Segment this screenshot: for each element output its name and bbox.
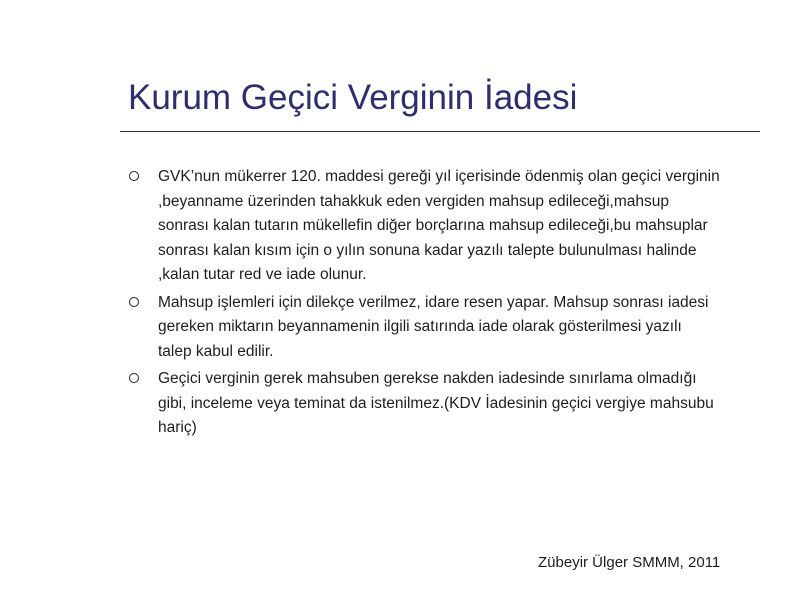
bullet-text-line: ,kalan tutar red ve iade olunur. xyxy=(158,266,367,283)
slide-footer: Zübeyir Ülger SMMM, 2011 xyxy=(538,554,721,571)
hollow-circle-icon xyxy=(129,297,139,307)
bullet-text-line: ,beyanname üzerinden tahakkuk eden vergiden mahsup edileceği,mahsup xyxy=(158,192,669,210)
bullet-text-line: hariç) xyxy=(158,419,197,436)
hollow-circle-icon xyxy=(129,373,139,383)
bullet-text-line: gibi, inceleme veya teminat da istenilmez.(KDV İadesinin geçici vergiye mahsubu xyxy=(158,394,714,412)
hollow-circle-icon xyxy=(129,171,139,181)
list-item xyxy=(128,165,758,288)
title-divider xyxy=(120,131,760,132)
bullet-text-line: Geçici verginin gerek mahsuben gerekse nakden iadesinde sınırlama olmadığı xyxy=(158,370,697,387)
bullet-text-line: gereken miktarın beyannamenin ilgili satırında iade olarak gösterilmesi yazılı xyxy=(158,318,682,335)
bullet-text-line: Mahsup işlemleri için dilekçe verilmez, idare resen yapar. Mahsup sonrası iadesi xyxy=(158,293,709,311)
bullet-text-line: GVK’nun mükerrer 120. maddesi gereği yıl içerisinde ödenmiş olan geçici verginin xyxy=(158,168,720,185)
bullet-list xyxy=(128,165,758,444)
bullet-text-line: talep kabul edilir. xyxy=(158,342,274,360)
list-item xyxy=(128,367,758,441)
bullet-text-line: sonrası kalan tutarın mükellefin diğer borçlarına mahsup edileceği,bu mahsuplar xyxy=(158,217,708,234)
slide-title: Kurum Geçici Verginin İadesi xyxy=(128,78,578,117)
bullet-text-line: sonrası kalan kısım için o yılın sonuna kadar yazılı talepte bulunulması halinde xyxy=(158,241,697,259)
list-item xyxy=(128,291,758,365)
